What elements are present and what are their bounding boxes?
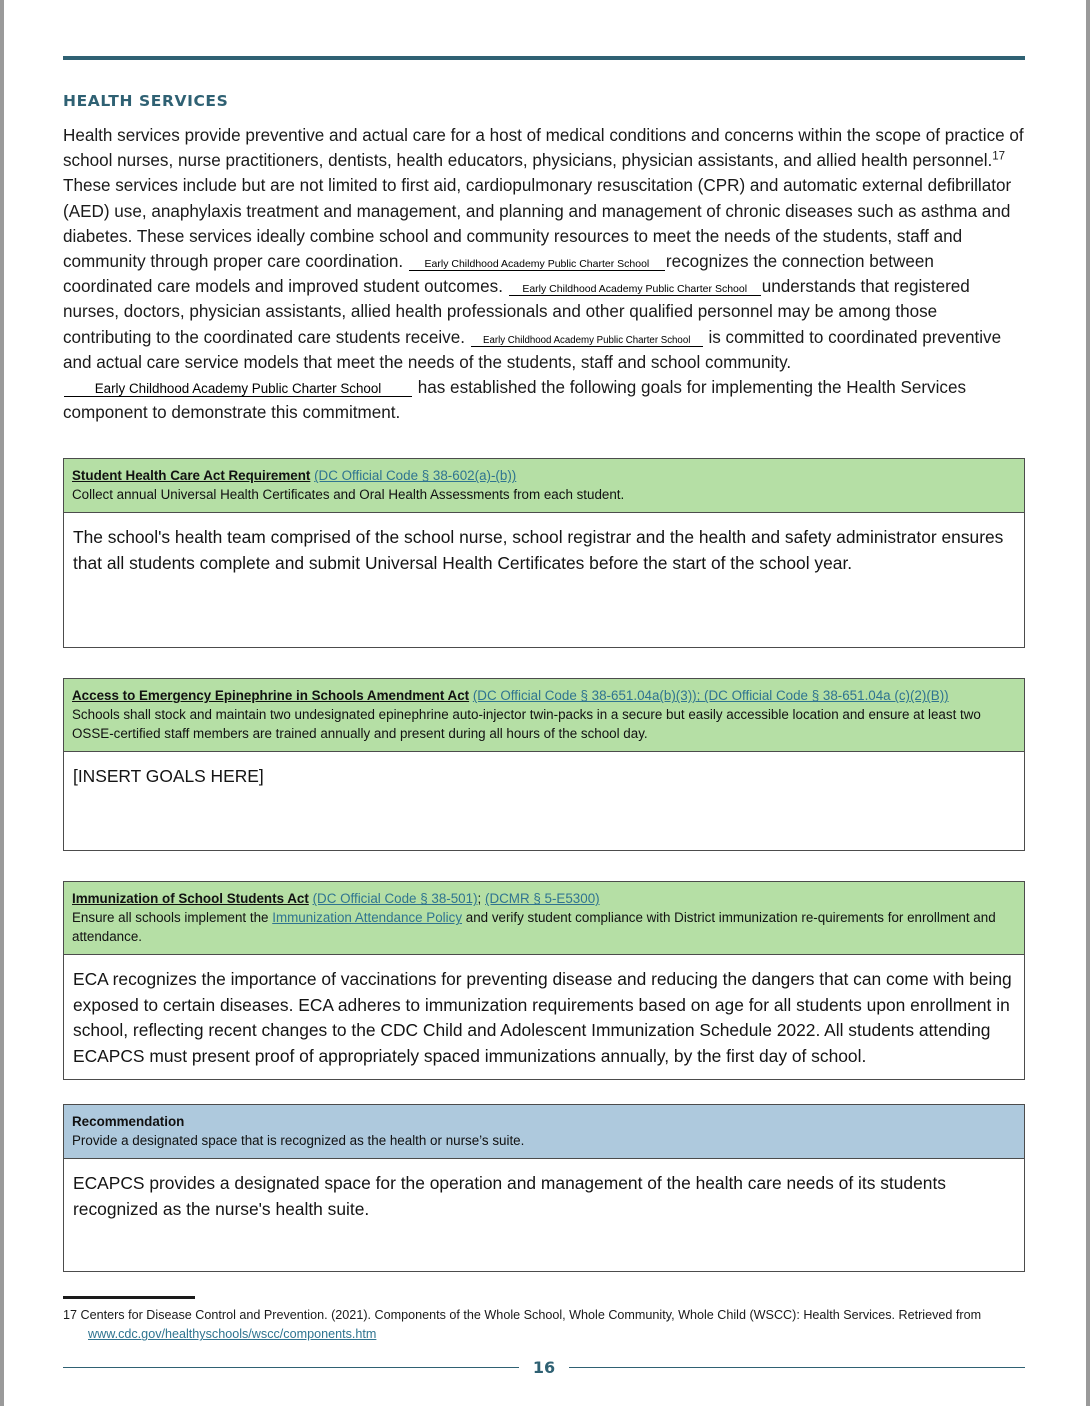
- requirement-response-text[interactable]: The school's health team comprised of the school nurse, school registrar and the health and safety administrator ensures that all students complete and submit Universal Health Certificates before the start of the school year.: [64, 513, 1024, 647]
- description-post-text: and verify student compliance with District immunization re-quirements for enrollment and attendance.: [72, 910, 996, 945]
- requirement-box-immunization-act: [63, 881, 1025, 1080]
- footnote-section: [63, 1296, 1025, 1344]
- intro-paragraph: [63, 123, 1025, 425]
- footnote-separator: [63, 1296, 195, 1299]
- requirement-title: Student Health Care Act Requirement: [72, 468, 311, 484]
- header-rule: [63, 56, 1025, 60]
- page-content: [63, 0, 1025, 1344]
- recommendation-response-text[interactable]: ECAPCS provides a designated space for the operation and management of the health care needs of its students recognized as the nurse's health suite.: [64, 1159, 1024, 1271]
- page-edge-right: [1086, 0, 1090, 1406]
- intro-text-part1: Health services provide preventive and actual care for a host of medical conditions and concerns within the scope of practice of school nurses, nurse practitioners, dentists, health educators, physicians, physician assistants, and allied health personnel.: [63, 126, 1024, 171]
- page-title: HEALTH SERVICES: [63, 92, 229, 110]
- footnote-marker-number: 17: [992, 150, 1006, 163]
- requirement-citation-link[interactable]: (DC Official Code § 38-651.04a(b)(3)); (DC Official Code § 38-651.04a (c)(2)(B)): [472, 688, 949, 704]
- requirement-response-text[interactable]: [INSERT GOALS HERE]: [64, 752, 1024, 850]
- page-number: 16: [532, 1358, 556, 1377]
- page-footer: [63, 1358, 1025, 1377]
- requirement-description: [72, 908, 1016, 946]
- footnote-citation: 17 Centers for Disease Control and Prevention. (2021). Components of the Whole School, Whole Community, Whole Child (WSCC): Health Services. Retrieved from: [63, 1308, 982, 1323]
- school-name-blank-4[interactable]: Early Childhood Academy Public Charter School: [64, 382, 412, 397]
- intro-text-part3: recognizes the connection between coordinated care models and improved student outcomes.: [63, 252, 934, 297]
- recommendation-description: Provide a designated space that is recognized as the health or nurse’s suite.: [72, 1133, 525, 1149]
- recommendation-header: [64, 1105, 1024, 1159]
- footnote-text: [63, 1306, 1025, 1344]
- footnote-url-link[interactable]: www.cdc.gov/healthyschools/wscc/components.htm: [88, 1327, 377, 1342]
- immunization-attendance-policy-link[interactable]: Immunization Attendance Policy: [272, 910, 463, 926]
- intro-text-part4: understands that registered nurses, doctors, physician assistants, allied health professionals and other qualified personnel may be among those contributing to the coordinated care students receive.: [63, 277, 970, 347]
- requirement-box-emergency-epinephrine-act: [63, 678, 1025, 851]
- recommendation-box: [63, 1104, 1025, 1272]
- requirement-box-student-health-care-act: [63, 458, 1025, 648]
- requirement-response-text[interactable]: ECA recognizes the importance of vaccinations for preventing disease and reducing the dangers that can come with being exposed to certain diseases. ECA adheres to immunization requirements based on age for all students upon enrollment in school, reflecting recent changes to the CDC Child and Adolescent Immunization Schedule 2022. All students attending ECAPCS must present proof of appropriately spaced immunizations annually, by the first day of school.: [64, 955, 1024, 1079]
- footnote-marker: [992, 151, 1005, 170]
- intro-text-part2: These services include but are not limited to first aid, cardiopulmonary resuscitation (CPR) and automatic external defibrillator (AED) use, anaphylaxis treatment and management, and planning and management of chronic diseases such as asthma and diabetes. These services ideally combine school and community resources to meet the needs of the students, staff and community through proper care coordination.: [63, 176, 1012, 272]
- requirement-header: [64, 882, 1024, 955]
- requirement-citation-link[interactable]: (DC Official Code § 38-501): [312, 891, 478, 907]
- requirement-citation-link[interactable]: (DC Official Code § 38-602(a)-(b)): [314, 468, 517, 484]
- description-pre-text: Ensure all schools implement the: [72, 910, 273, 926]
- footer-rule-right: [569, 1367, 1025, 1369]
- requirement-header: [64, 679, 1024, 752]
- requirement-title: Immunization of School Students Act: [72, 891, 309, 907]
- school-name-blank-3[interactable]: Early Childhood Academy Public Charter School: [471, 336, 703, 347]
- requirement-description: Collect annual Universal Health Certificates and Oral Health Assessments from each student.: [72, 487, 625, 503]
- recommendation-title: Recommendation: [72, 1114, 185, 1130]
- requirement-citation-link-2[interactable]: (DCMR § 5-E5300): [485, 891, 600, 907]
- requirement-title: Access to Emergency Epinephrine in Schools Amendment Act: [72, 688, 470, 704]
- school-name-blank-2[interactable]: Early Childhood Academy Public Charter School: [509, 284, 761, 296]
- footer-rule-left: [63, 1367, 519, 1369]
- requirement-header: [64, 459, 1024, 513]
- intro-text-part5: is committed to coordinated preventive and actual care service models that meet the needs of the students, staff and school community.: [63, 327, 1002, 372]
- page-edge-left: [0, 0, 4, 1406]
- school-name-blank-1[interactable]: Early Childhood Academy Public Charter School: [409, 259, 665, 271]
- citation-separator: ;: [477, 891, 485, 907]
- intro-text-part6: has established the following goals for implementing the Health Services component to demonstrate this commitment.: [63, 378, 967, 423]
- requirement-description: Schools shall stock and maintain two undesignated epinephrine auto-injector twin-packs in a secure but easily accessible location and ensure at least two OSSE-certified staff members are trained annually and present during all hours of the school day.: [72, 707, 981, 742]
